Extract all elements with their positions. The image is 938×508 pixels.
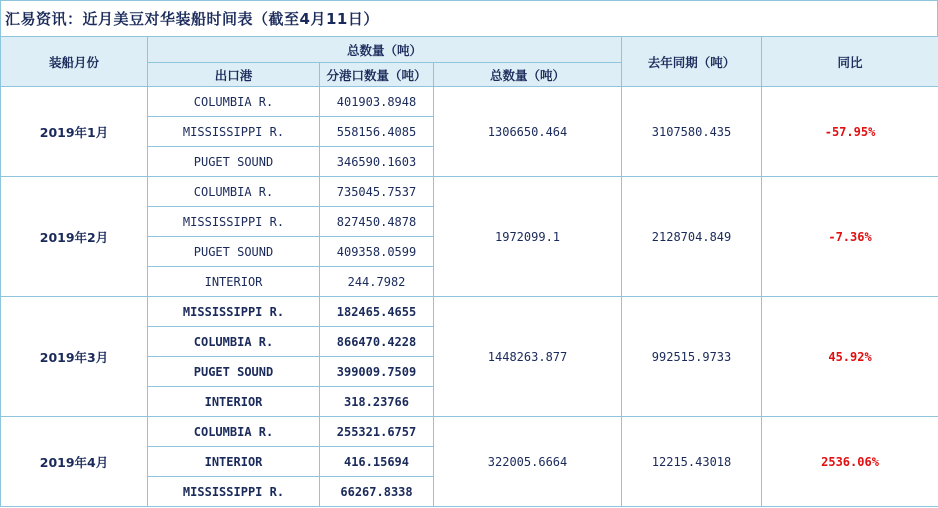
table-row: [1, 177, 938, 207]
title-bar: [0, 0, 938, 37]
port-qty-cell: 399009.7509: [320, 357, 434, 387]
last-year-cell: 992515.9733: [622, 297, 762, 417]
month-cell: 2019年3月: [1, 297, 148, 417]
port-qty-cell: 244.7982: [320, 267, 434, 297]
port-qty-cell: 827450.4878: [320, 207, 434, 237]
last-year-cell: 3107580.435: [622, 87, 762, 177]
port-qty-cell: 416.15694: [320, 447, 434, 477]
header-last-year: 去年同期（吨）: [622, 37, 762, 87]
port-qty-cell: 558156.4085: [320, 117, 434, 147]
port-qty-cell: 255321.6757: [320, 417, 434, 447]
port-cell: INTERIOR: [148, 387, 320, 417]
port-qty-cell: 182465.4655: [320, 297, 434, 327]
month-cell: 2019年4月: [1, 417, 148, 507]
header-port: 出口港: [148, 63, 320, 87]
port-qty-cell: 866470.4228: [320, 327, 434, 357]
yoy-cell: 45.92%: [762, 297, 938, 417]
page-title: 汇易资讯：近月美豆对华装船时间表（截至4月11日）: [5, 10, 379, 28]
port-cell: COLUMBIA R.: [148, 177, 320, 207]
port-cell: PUGET SOUND: [148, 237, 320, 267]
total-cell: 1972099.1: [434, 177, 622, 297]
yoy-cell: 2536.06%: [762, 417, 938, 507]
header-total: 总数量（吨）: [434, 63, 622, 87]
port-qty-cell: 735045.7537: [320, 177, 434, 207]
port-qty-cell: 346590.1603: [320, 147, 434, 177]
last-year-cell: 2128704.849: [622, 177, 762, 297]
port-qty-cell: 66267.8338: [320, 477, 434, 507]
header-month: 装船月份: [1, 37, 148, 87]
port-qty-cell: 318.23766: [320, 387, 434, 417]
yoy-cell: -7.36%: [762, 177, 938, 297]
total-cell: 322005.6664: [434, 417, 622, 507]
total-cell: 1306650.464: [434, 87, 622, 177]
port-cell: PUGET SOUND: [148, 357, 320, 387]
month-cell: 2019年2月: [1, 177, 148, 297]
table-row: [1, 87, 938, 117]
port-cell: COLUMBIA R.: [148, 417, 320, 447]
port-cell: MISSISSIPPI R.: [148, 117, 320, 147]
port-cell: MISSISSIPPI R.: [148, 207, 320, 237]
yoy-cell: -57.95%: [762, 87, 938, 177]
port-cell: PUGET SOUND: [148, 147, 320, 177]
header-total-group: 总数量（吨）: [148, 37, 622, 63]
port-cell: MISSISSIPPI R.: [148, 297, 320, 327]
port-cell: INTERIOR: [148, 447, 320, 477]
port-qty-cell: 401903.8948: [320, 87, 434, 117]
header-yoy: 同比: [762, 37, 938, 87]
port-cell: MISSISSIPPI R.: [148, 477, 320, 507]
port-qty-cell: 409358.0599: [320, 237, 434, 267]
port-cell: COLUMBIA R.: [148, 327, 320, 357]
last-year-cell: 12215.43018: [622, 417, 762, 507]
table-row: [1, 417, 938, 447]
header-port-qty: 分港口数量（吨）: [320, 63, 434, 87]
shipment-table: [0, 36, 938, 507]
month-cell: 2019年1月: [1, 87, 148, 177]
port-cell: INTERIOR: [148, 267, 320, 297]
total-cell: 1448263.877: [434, 297, 622, 417]
table-row: [1, 297, 938, 327]
port-cell: COLUMBIA R.: [148, 87, 320, 117]
